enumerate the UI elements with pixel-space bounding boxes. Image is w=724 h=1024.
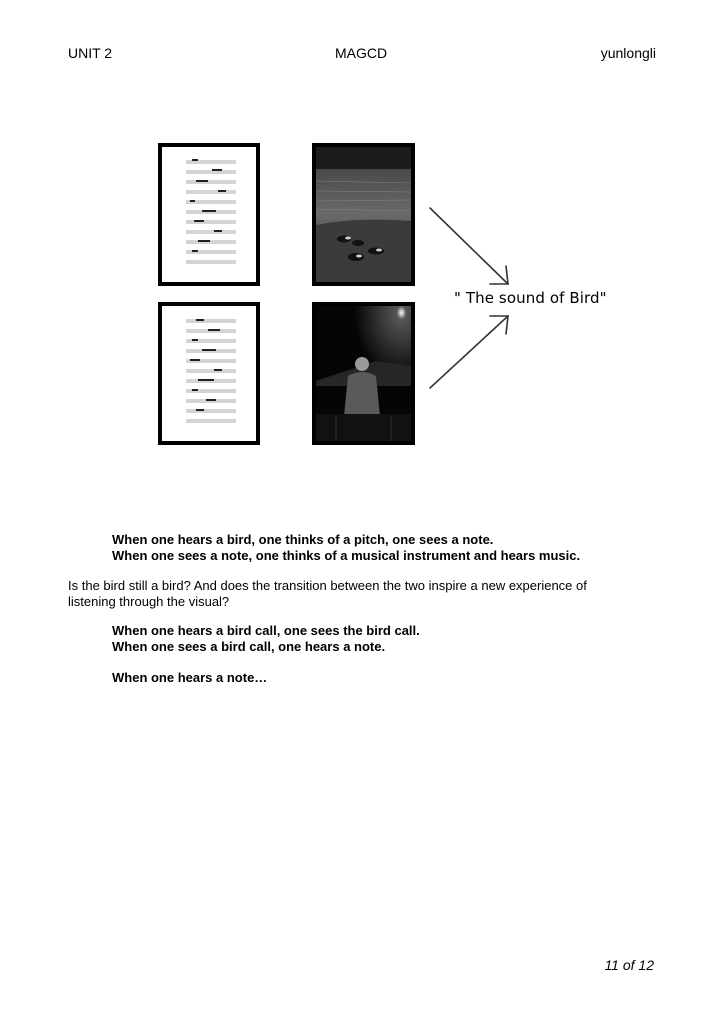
- score-image-bottom: [158, 302, 260, 445]
- text-line: When one sees a bird call, one hears a note.: [112, 639, 386, 654]
- sheet-music-icon: [162, 306, 256, 441]
- header-course: MAGCD: [335, 45, 388, 61]
- text-line: When one hears a bird call, one sees the bird call.: [112, 623, 420, 638]
- text-line: When one hears a note…: [112, 670, 268, 685]
- question-paragraph: Is the bird still a bird? And does the transition between the two inspire a new experience of listening through the visual?: [68, 578, 587, 609]
- arrow-down-right-line: [430, 208, 508, 284]
- arrow-up-right-line: [430, 316, 508, 388]
- header-unit: UNIT 2: [68, 45, 113, 61]
- score-image-top: [158, 143, 260, 286]
- ducks-photo: [312, 143, 415, 286]
- header-author: yunlongli: [600, 45, 656, 61]
- text-line: When one hears a bird, one thinks of a pitch, one sees a note.: [112, 532, 494, 547]
- text-line: When one sees a note, one thinks of a musical instrument and hears music.: [112, 548, 581, 563]
- sheet-music-icon: [162, 147, 256, 282]
- figure-caption: " The sound of Bird": [454, 289, 607, 307]
- pianist-photo: [312, 302, 415, 445]
- page-number: 11 of 12: [604, 957, 654, 973]
